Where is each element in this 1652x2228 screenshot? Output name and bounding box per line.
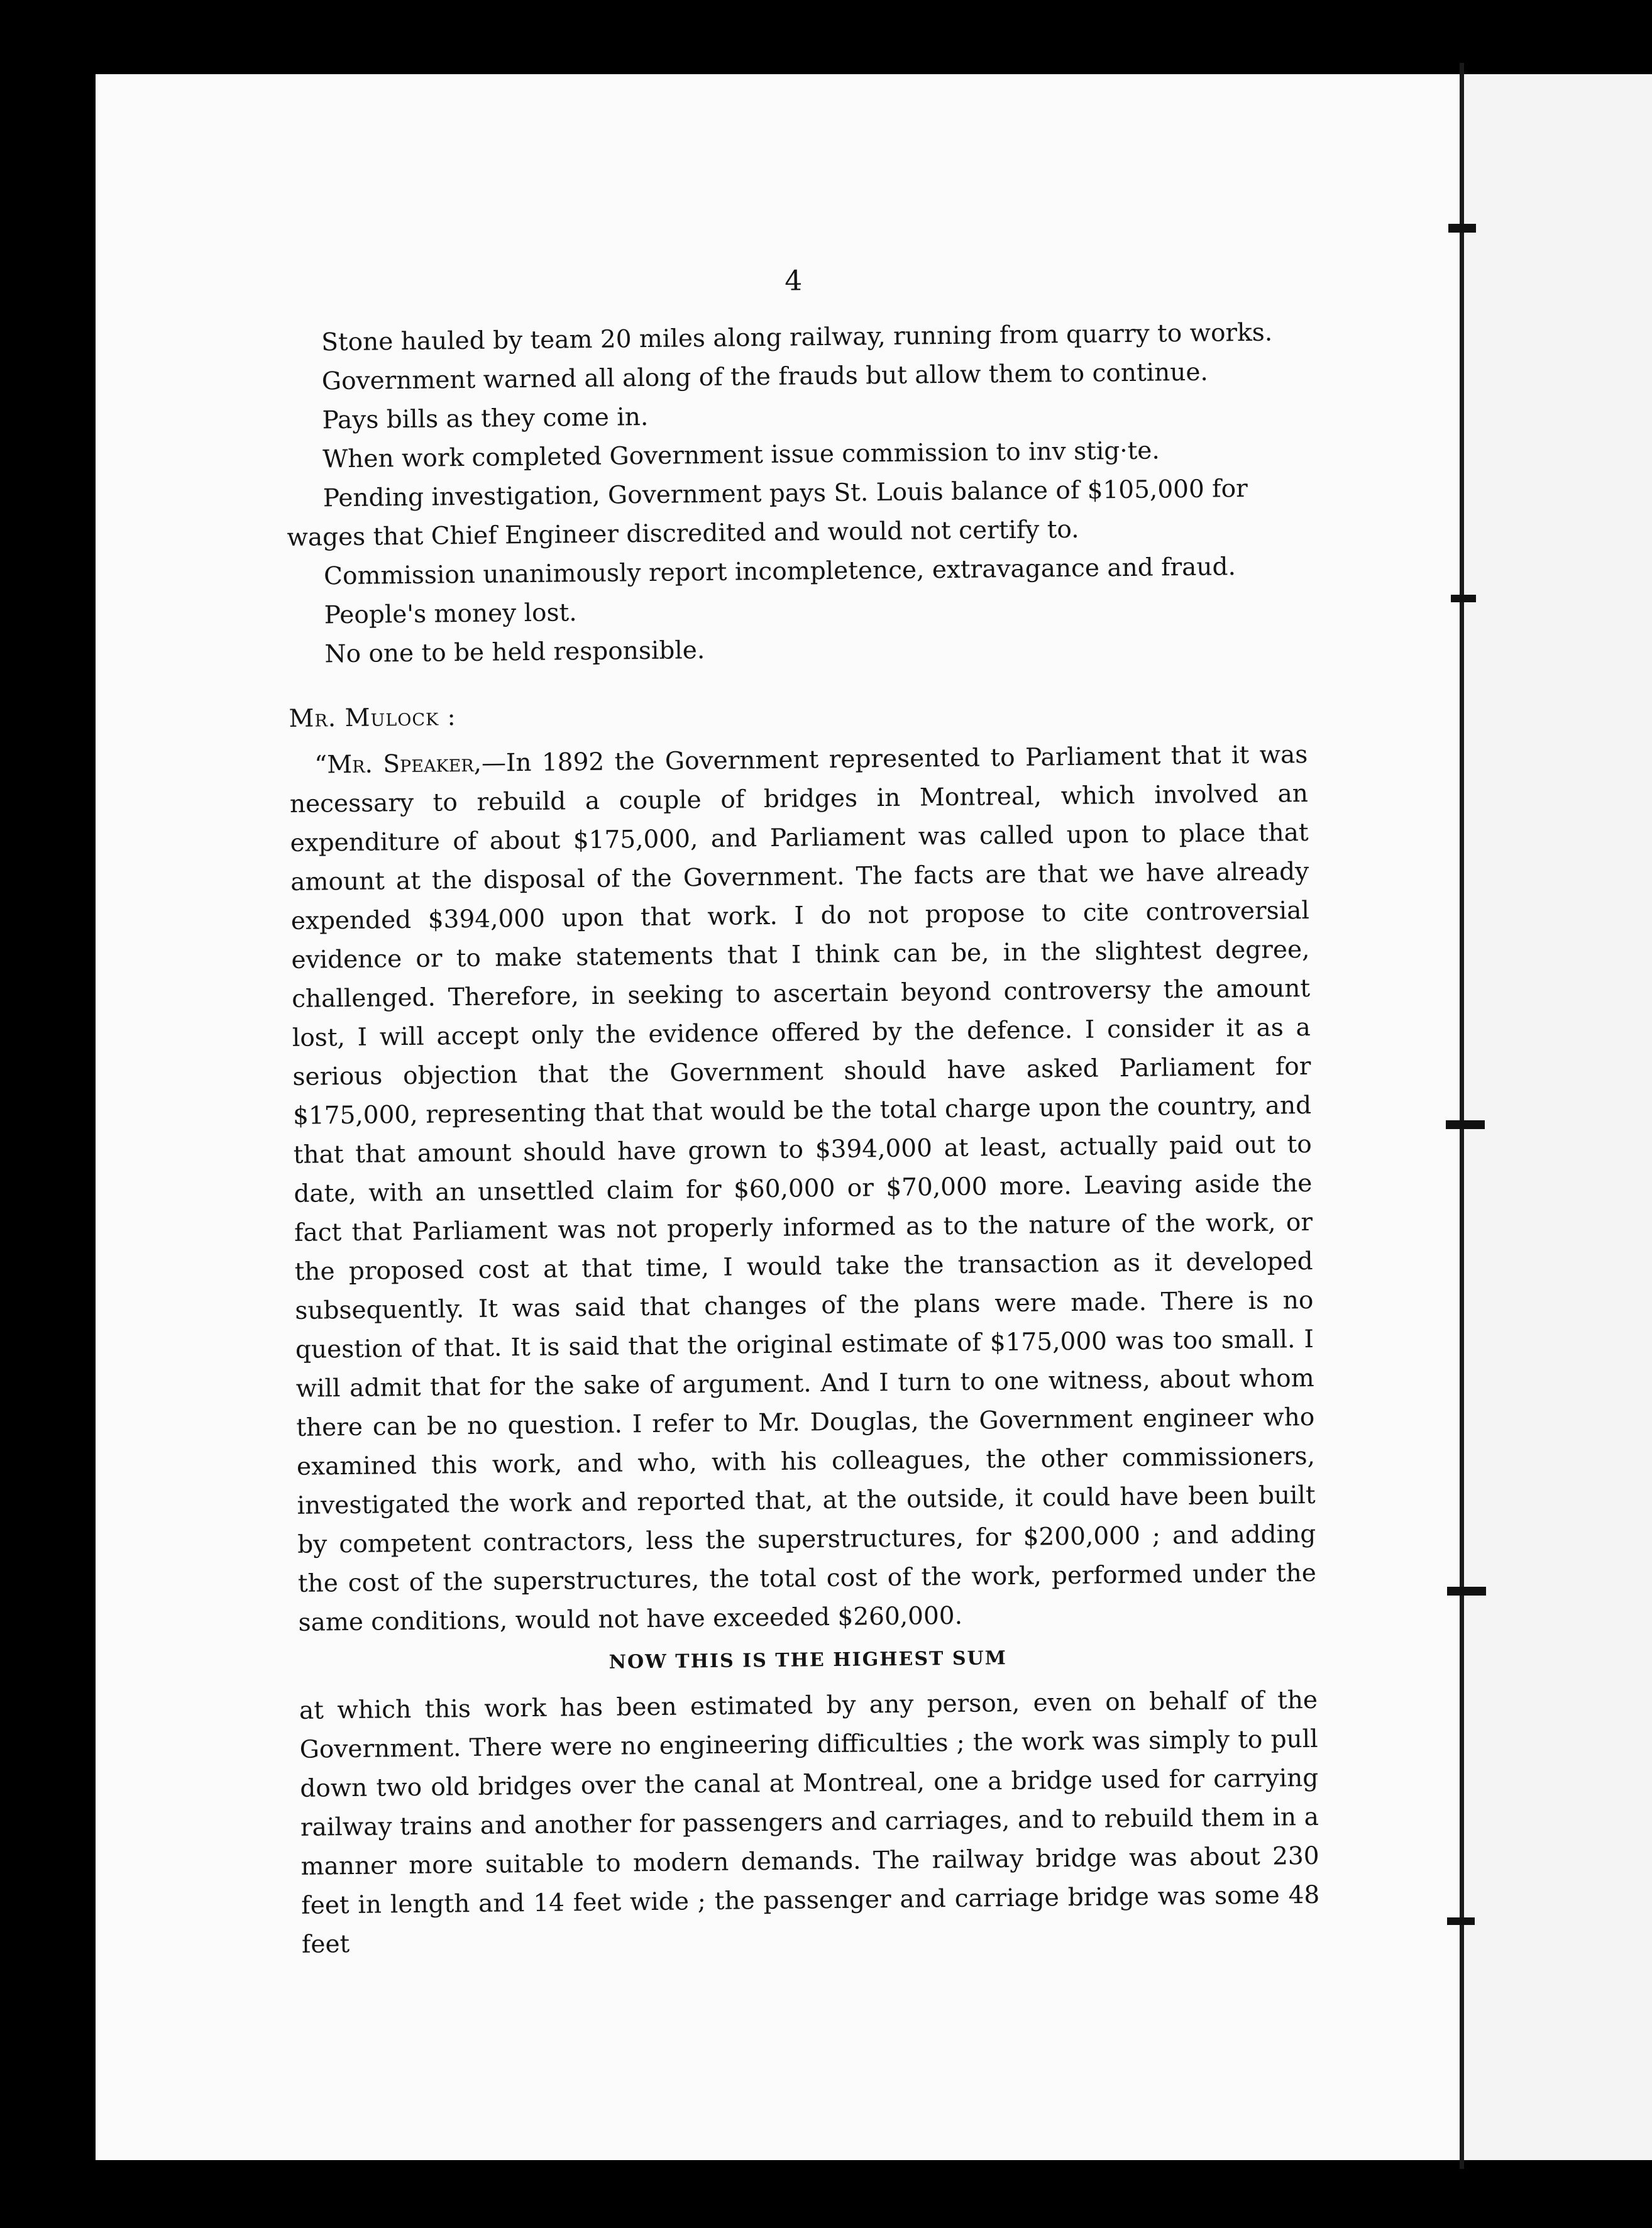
binding-mark — [1451, 595, 1476, 602]
binding-mark — [1447, 1917, 1475, 1925]
summary-line: When work completed Government issue commission to inv stig·te. — [322, 436, 1160, 474]
summary-line: Government warned all along of the frauds but allow them to continue. — [321, 358, 1209, 396]
binding-spine — [1460, 63, 1464, 2169]
summary-line: People's money lost. — [324, 598, 577, 630]
speaker-heading: Mr. Mulock : — [289, 703, 456, 733]
speech-paragraph-text: —In 1892 the Government represented to Parliament that it was necessary to rebuild a couple of bridges in Montreal, which involved an expenditure of about $175,000, and Parliament was called upon to place that amount at the disposal of the Government. The facts are that we have already expended $394,000 upon that work. I do not propose to cite controversial evidence or to make statements that I think can be, in the slightest degree, challenged. Therefore, in seeking to ascertain beyond controversy the amount lost, I will accept only the evidence offered by the defence. I consider it as a serious objection that the Government should have asked Parliament for $175,000, representing that that would be the total charge upon the country, and that that amount should have grown to $394,000 at least, actually paid out to date, with an unsettled claim for $60,000 or $70,000 more. Leaving aside the fact that Parliament was not properly informed as to the nature of the work, or the proposed cost at that time, I would take the transaction as it developed subsequently. It was said that changes of the plans were made. There is no question of that. It is said that the original estimate of $175,000 was too small. I will admit that for the sake of argument. And I turn to one witness, about whom there can be no question. I refer to Mr. Douglas, the Government engineer who examined this work, and who, with his colleagues, the other commissioners, investigated the work and reported that, at the outside, it could have been built by competent contractors, less the superstructures, for $200,000 ; and adding the cost of the superstructures, the total cost of the work, performed under the same conditions, would not have exceeded $260,000. — [289, 740, 1317, 1637]
summary-line: Pending investigation, Government pays St. Louis balance of $105,000 for wages that Chief Engineer discredited and would not certify to. — [287, 474, 1248, 552]
summary-line: Pays bills as they come in. — [322, 402, 649, 435]
section-subheading: NOW THIS IS THE HIGHEST SUM — [608, 1647, 1008, 1674]
summary-line: Commission unanimously report incompletence, extravagance and fraud. — [323, 553, 1236, 591]
page-number: 4 — [785, 265, 803, 297]
summary-line: Stone hauled by team 20 miles along railway, running from quarry to works. — [321, 318, 1273, 357]
speech-paragraph-continued: at which this work has been estimated by any person, even on behalf of the Government. There were no engineering difficulties ; the work was simply to pull down two old bridges over the canal at Montreal, one a bridge used for carrying railway trains and another for passengers and carriages, and to rebuild them in a manner more suitable to modern demands. The railway bridge was about 230 feet in length and 14 feet wide ; the passenger and carriage bridge was some 48 feet — [299, 1685, 1320, 1959]
summary-line: No one to be held responsible. — [324, 636, 705, 669]
document-text — [284, 256, 1320, 1965]
facing-page-edge — [1465, 74, 1652, 2160]
speech-paragraph — [289, 736, 1317, 1643]
binding-mark — [1446, 1120, 1485, 1129]
binding-mark — [1448, 224, 1476, 233]
binding-mark — [1447, 1587, 1486, 1596]
speech-opening: “Mr. Speaker, — [314, 749, 482, 780]
